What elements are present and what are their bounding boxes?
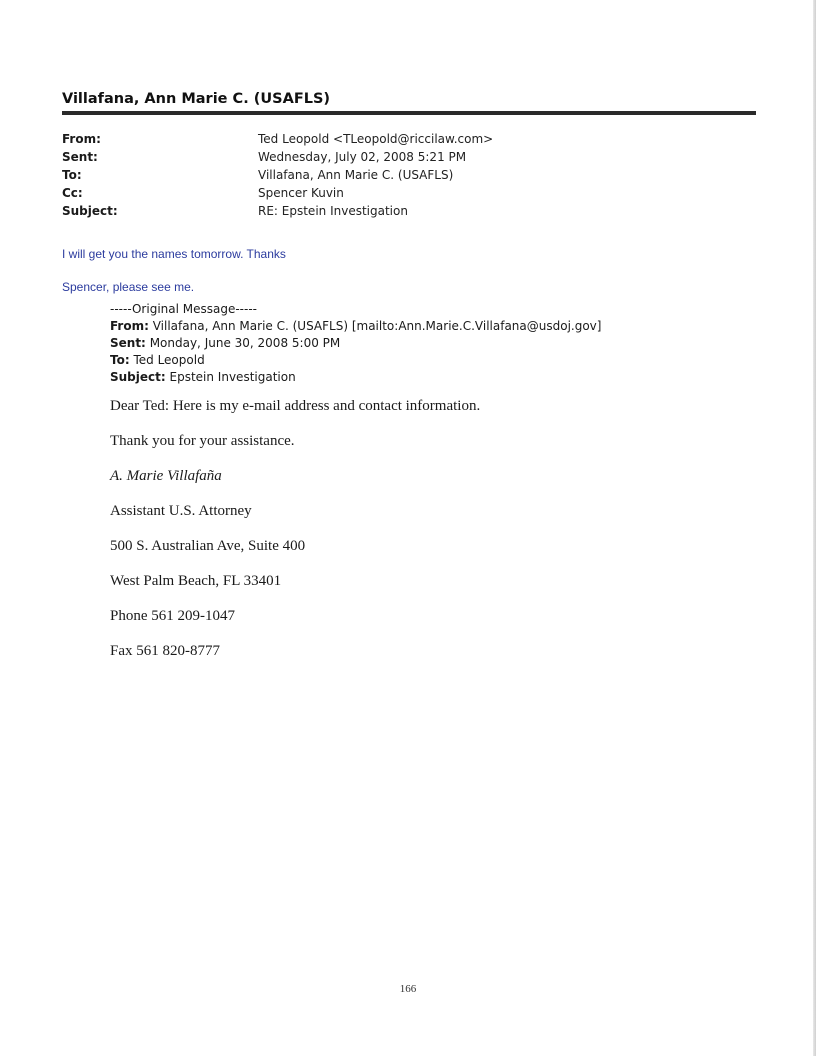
original-sent-row <box>110 335 750 352</box>
original-from-label: From: <box>110 319 149 333</box>
original-subject-row <box>110 369 750 386</box>
email-header <box>62 130 756 220</box>
original-sent-value: Monday, June 30, 2008 5:00 PM <box>149 336 341 350</box>
original-sent-label: Sent: <box>110 336 146 350</box>
sent-value: Wednesday, July 02, 2008 5:21 PM <box>258 150 467 164</box>
body-title: Assistant U.S. Attorney <box>110 503 252 519</box>
message-body <box>110 396 750 676</box>
original-message-header <box>110 301 750 386</box>
original-subject-value: Epstein Investigation <box>169 370 296 384</box>
to-label: To: <box>62 168 82 182</box>
subject-label: Subject: <box>62 204 118 218</box>
body-phone: Phone 561 209-1047 <box>110 608 235 624</box>
header-subject-row <box>62 202 756 220</box>
page-number: 166 <box>399 983 417 995</box>
original-from-value: Villafana, Ann Marie C. (USAFLS) [mailto:Ann.Marie.C.Villafana@usdoj.gov] <box>152 319 602 333</box>
original-to-label: To: <box>110 353 130 367</box>
header-cc-row <box>62 184 756 202</box>
header-divider <box>62 111 756 115</box>
mailbox-owner-title: Villafana, Ann Marie C. (USAFLS) <box>62 91 331 107</box>
sent-label: Sent: <box>62 150 98 164</box>
body-thanks: Thank you for your assistance. <box>110 433 295 449</box>
body-address-line-1: 500 S. Australian Ave, Suite 400 <box>110 538 306 554</box>
body-greeting: Dear Ted: Here is my e-mail address and contact information. <box>110 398 481 414</box>
original-from-row <box>110 318 750 335</box>
original-subject-label: Subject: <box>110 370 166 384</box>
from-value: Ted Leopold <TLeopold@riccilaw.com> <box>258 132 494 146</box>
original-to-value: Ted Leopold <box>133 353 205 367</box>
original-separator: -----Original Message----- <box>110 302 257 316</box>
original-to-row <box>110 352 750 369</box>
cc-value: Spencer Kuvin <box>258 186 344 200</box>
to-value: Villafana, Ann Marie C. (USAFLS) <box>258 168 454 182</box>
reply-line-1: I will get you the names tomorrow. Thanks <box>62 247 286 261</box>
cc-label: Cc: <box>62 186 83 200</box>
body-address-line-2: West Palm Beach, FL 33401 <box>110 573 282 589</box>
from-label: From: <box>62 132 101 146</box>
reply-line-2: Spencer, please see me. <box>62 280 195 294</box>
subject-value: RE: Epstein Investigation <box>258 204 408 218</box>
body-fax: Fax 561 820-8777 <box>110 643 220 659</box>
header-from-row <box>62 130 756 148</box>
header-to-row <box>62 166 756 184</box>
body-signature: A. Marie Villafaña <box>110 468 222 484</box>
header-sent-row <box>62 148 756 166</box>
